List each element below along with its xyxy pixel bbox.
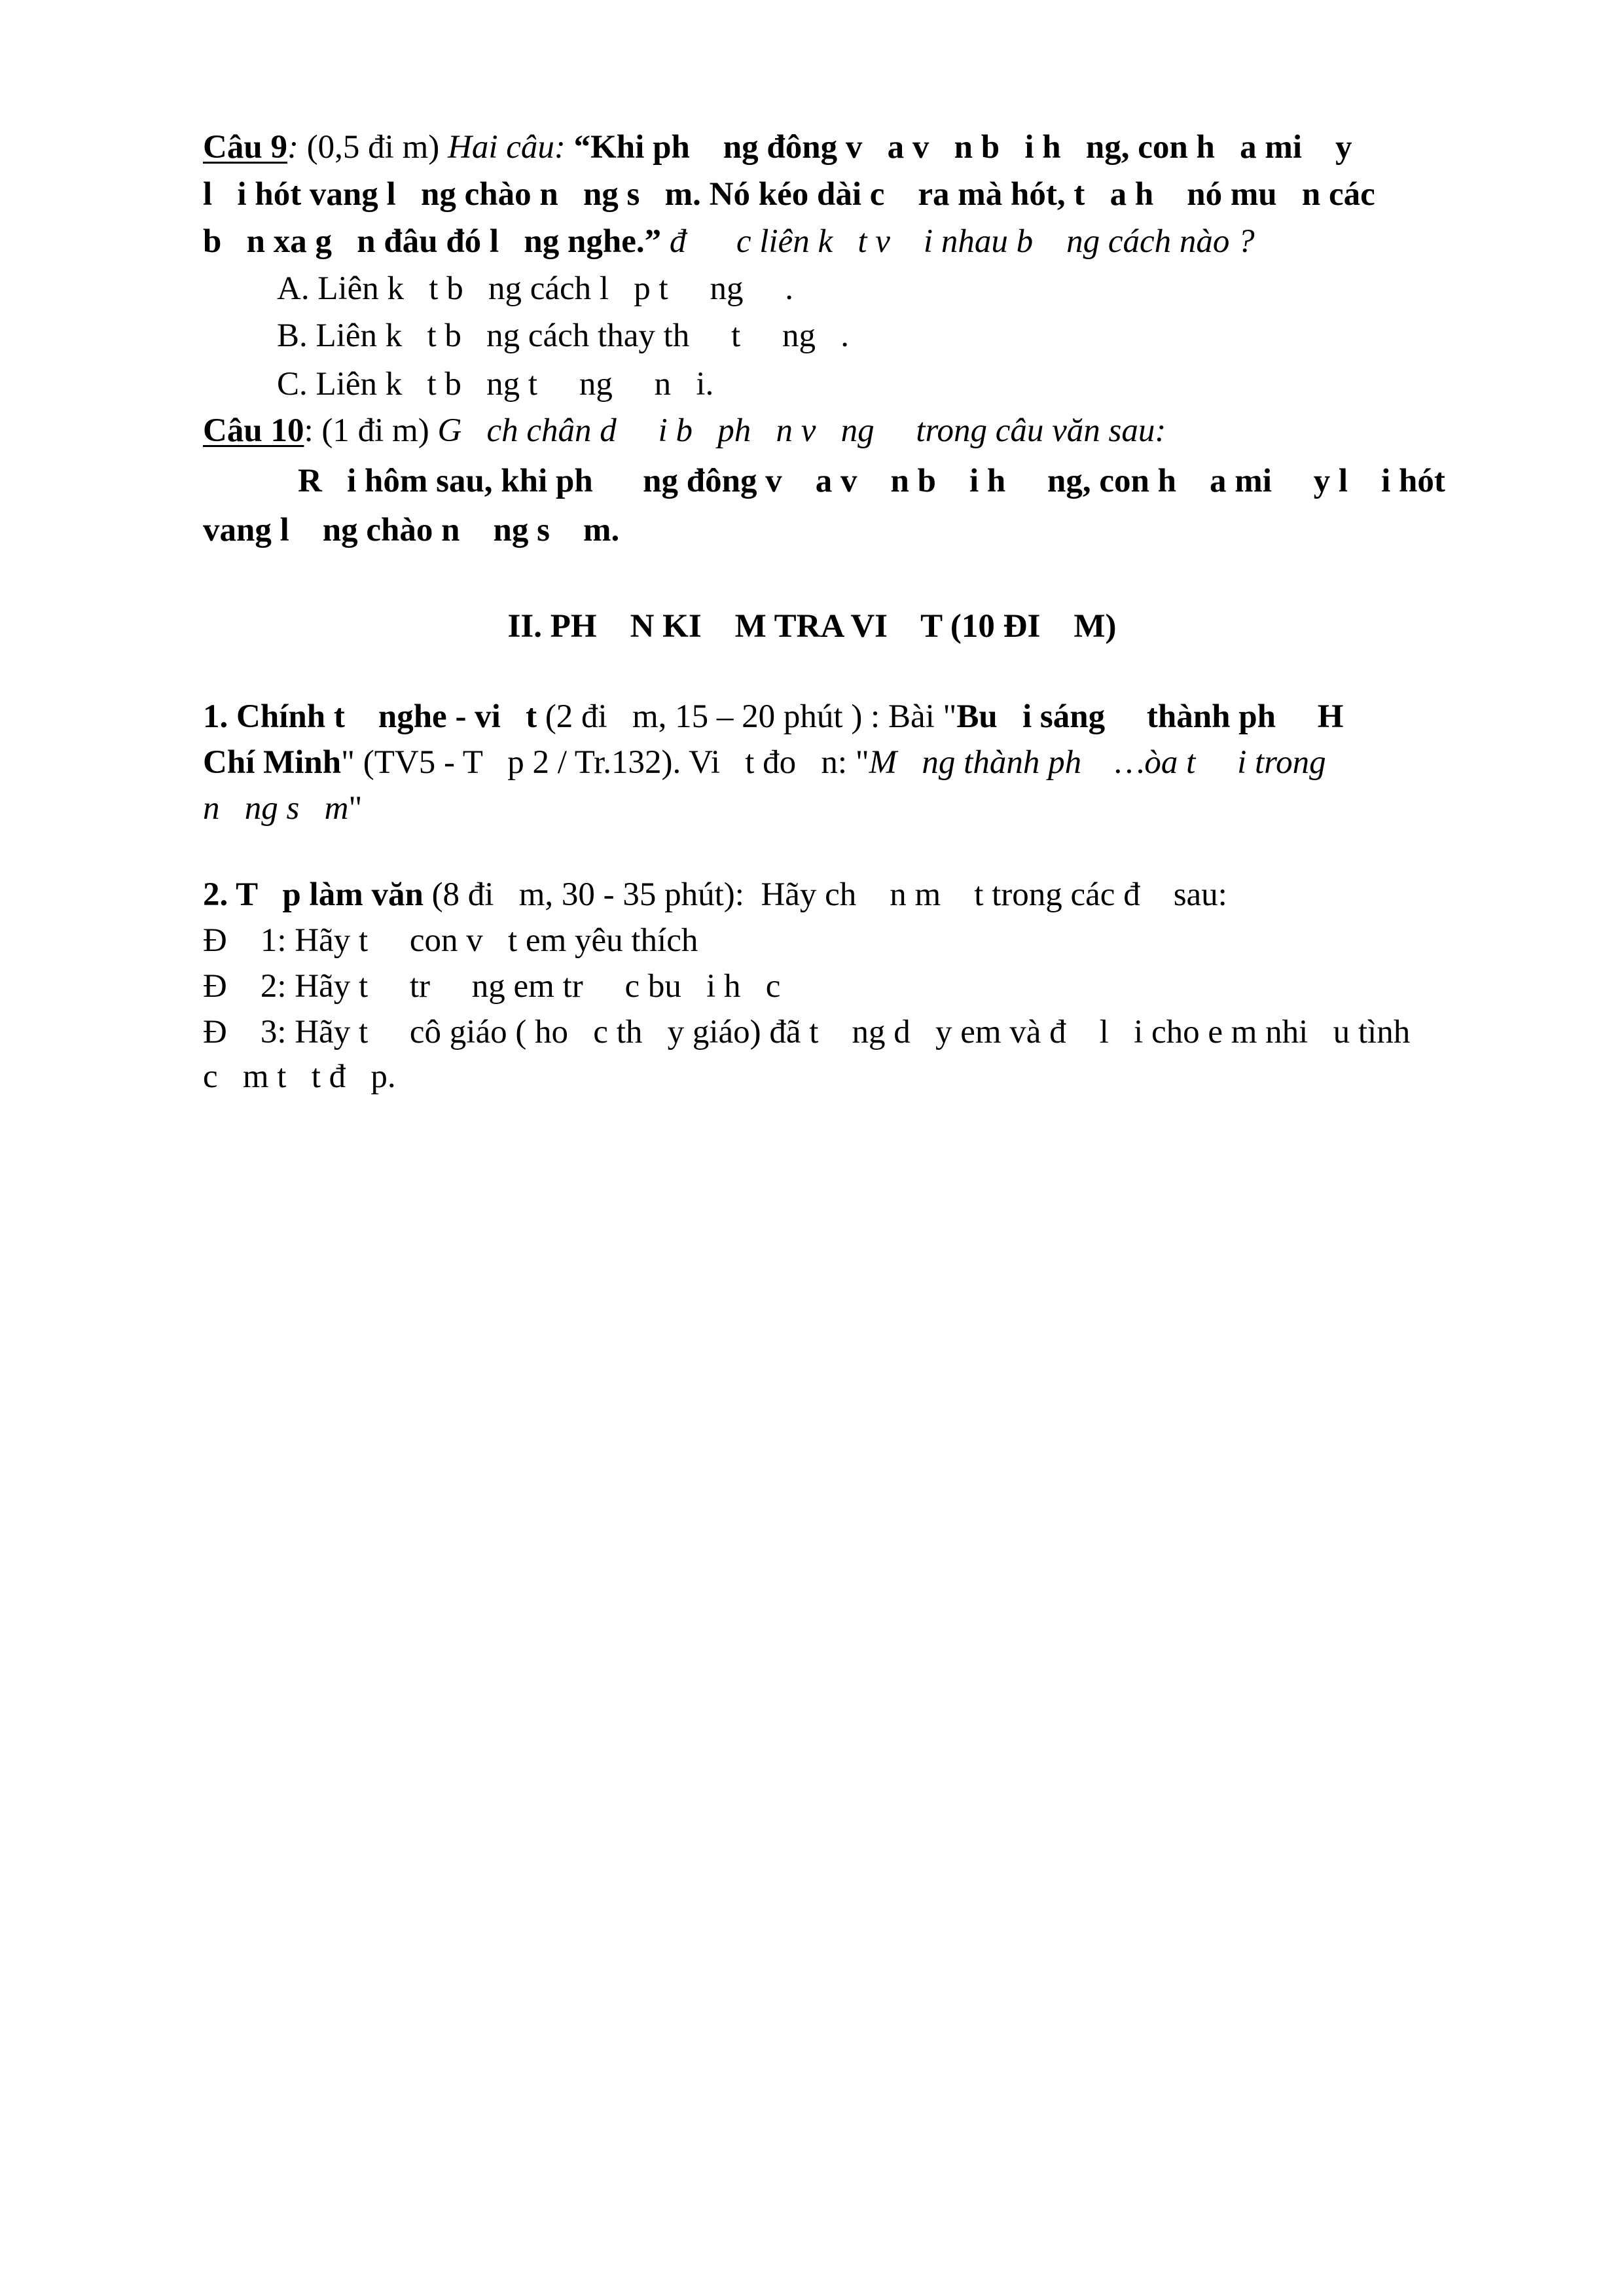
q9-option-b: B. Liên k t b ng cách thay th t ng . <box>277 317 849 354</box>
q9-quote-line1: “Khi ph ng đông v a v n b i h ng, con h a mi y <box>573 129 1352 166</box>
part1-lesson-title-a: Bu i sáng thành ph H <box>956 698 1344 735</box>
part1-line-2 <box>203 746 1326 780</box>
q10-label: Câu 10 <box>203 412 304 449</box>
q10-points: : (1 đi m) <box>304 412 429 449</box>
q9-quote-line2: l i hót vang l ng chào n ng s m. Nó kéo dài c ra mà hót, t a h nó mu n các <box>203 176 1375 213</box>
q9-line-1 <box>203 131 1352 164</box>
part2-topic-2: Đ 2: Hãy t tr ng em tr c bu i h c <box>203 968 781 1005</box>
part1-lesson-title-b: Chí Minh <box>203 744 342 781</box>
q9-colon: : <box>287 129 307 166</box>
q9-option-c: C. Liên k t b ng t ng n i. <box>277 366 714 403</box>
q9-question-tail: đ c liên k t v i nhau b ng cách nào ? <box>661 223 1255 260</box>
q9-option-a: A. Liên k t b ng cách l p t ng . <box>277 270 793 307</box>
part2-topic-1: Đ 1: Hãy t con v t em yêu thích <box>203 922 698 959</box>
part1-excerpt-b: n ng s m <box>203 790 349 827</box>
q9-points: (0,5 đi m) <box>306 129 440 166</box>
q10-sentence-line2: vang l ng chào n ng s m. <box>203 512 620 548</box>
q9-label: Câu 9 <box>203 129 287 166</box>
part2-label: 2. T p làm văn <box>203 876 424 913</box>
q10-line-1 <box>203 414 1166 448</box>
part1-close-quote: " <box>348 790 363 827</box>
q9-line-3 <box>203 225 1255 259</box>
part1-line-3 <box>203 792 362 825</box>
part2-topic-3: Đ 3: Hãy t cô giáo ( ho c th y giáo) đã t ng d y em và đ l i cho e m nhi u tình <box>203 1014 1411 1050</box>
part1-line-1 <box>203 700 1343 734</box>
q10-sentence-line1: R i hôm sau, khi ph ng đông v a v n b i h ng, con h a mi y l i hót <box>298 463 1445 499</box>
part1-source: " (TV5 - T p 2 / Tr.132). Vi t đo n: " <box>341 744 869 781</box>
q10-prompt: G ch chân d i b ph n v ng trong câu văn sau: <box>429 412 1166 449</box>
part2-topic-3-cont: c m t t đ p. <box>203 1058 396 1095</box>
section2-title: II. PH N KI M TRA VI T (10 ĐI M) <box>507 608 1117 645</box>
part1-label: 1. Chính t nghe - vi t <box>203 698 537 735</box>
part2-details: (8 đi m, 30 - 35 phút): Hãy ch n m t trong các đ sau: <box>423 876 1227 913</box>
part1-excerpt-a: M ng thành ph …òa t i trong <box>869 744 1326 781</box>
q9-quote-line3: b n xa g n đâu đó l ng nghe.” <box>203 223 662 260</box>
q9-intro: Hai câu: <box>439 129 574 166</box>
part2-line-1 <box>203 878 1227 912</box>
part1-details: (2 đi m, 15 – 20 phút ) : Bài " <box>537 698 957 735</box>
